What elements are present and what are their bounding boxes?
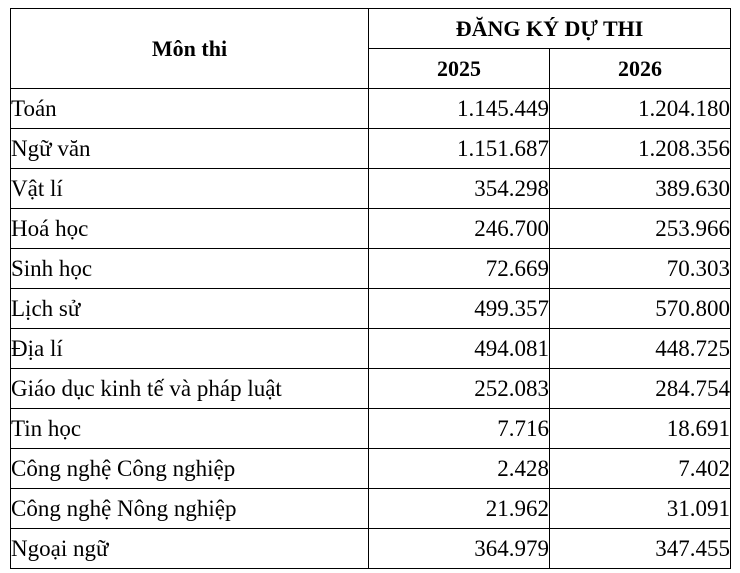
table-row	[11, 209, 731, 249]
subject-cell: Tin học	[11, 409, 369, 449]
subject-cell: Địa lí	[11, 329, 369, 369]
value-cell-2026: 570.800	[550, 289, 731, 329]
value-cell-2025: 252.083	[369, 369, 550, 409]
subject-column-header: Môn thi	[11, 9, 369, 89]
subject-cell: Vật lí	[11, 169, 369, 209]
subject-cell: Hoá học	[11, 209, 369, 249]
table-row	[11, 289, 731, 329]
year-header-2026: 2026	[550, 49, 731, 89]
value-cell-2025: 7.716	[369, 409, 550, 449]
table-row	[11, 169, 731, 209]
value-cell-2025: 246.700	[369, 209, 550, 249]
value-cell-2026: 18.691	[550, 409, 731, 449]
table-row	[11, 129, 731, 169]
subject-cell: Toán	[11, 89, 369, 129]
value-cell-2026: 1.204.180	[550, 89, 731, 129]
value-cell-2025: 72.669	[369, 249, 550, 289]
table-row	[11, 529, 731, 569]
value-cell-2025: 2.428	[369, 449, 550, 489]
value-cell-2026: 284.754	[550, 369, 731, 409]
subject-cell: Công nghệ Nông nghiệp	[11, 489, 369, 529]
value-cell-2026: 347.455	[550, 529, 731, 569]
subject-cell: Sinh học	[11, 249, 369, 289]
value-cell-2025: 494.081	[369, 329, 550, 369]
table-row	[11, 369, 731, 409]
value-cell-2025: 1.151.687	[369, 129, 550, 169]
year-header-2025: 2025	[369, 49, 550, 89]
value-cell-2025: 1.145.449	[369, 89, 550, 129]
table-row	[11, 409, 731, 449]
subject-cell: Lịch sử	[11, 289, 369, 329]
exam-registration-table	[10, 8, 731, 569]
table-row	[11, 329, 731, 369]
value-cell-2025: 499.357	[369, 289, 550, 329]
value-cell-2025: 21.962	[369, 489, 550, 529]
value-cell-2025: 364.979	[369, 529, 550, 569]
subject-cell: Ngữ văn	[11, 129, 369, 169]
value-cell-2026: 389.630	[550, 169, 731, 209]
value-cell-2026: 31.091	[550, 489, 731, 529]
value-cell-2026: 1.208.356	[550, 129, 731, 169]
table-row	[11, 489, 731, 529]
value-cell-2026: 70.303	[550, 249, 731, 289]
subject-cell: Công nghệ Công nghiệp	[11, 449, 369, 489]
value-cell-2026: 253.966	[550, 209, 731, 249]
value-cell-2025: 354.298	[369, 169, 550, 209]
subject-cell: Giáo dục kinh tế và pháp luật	[11, 369, 369, 409]
value-cell-2026: 448.725	[550, 329, 731, 369]
subject-cell: Ngoại ngữ	[11, 529, 369, 569]
table-row	[11, 89, 731, 129]
table-row	[11, 249, 731, 289]
registration-group-header: ĐĂNG KÝ DỰ THI	[369, 9, 731, 49]
value-cell-2026: 7.402	[550, 449, 731, 489]
table-row	[11, 449, 731, 489]
